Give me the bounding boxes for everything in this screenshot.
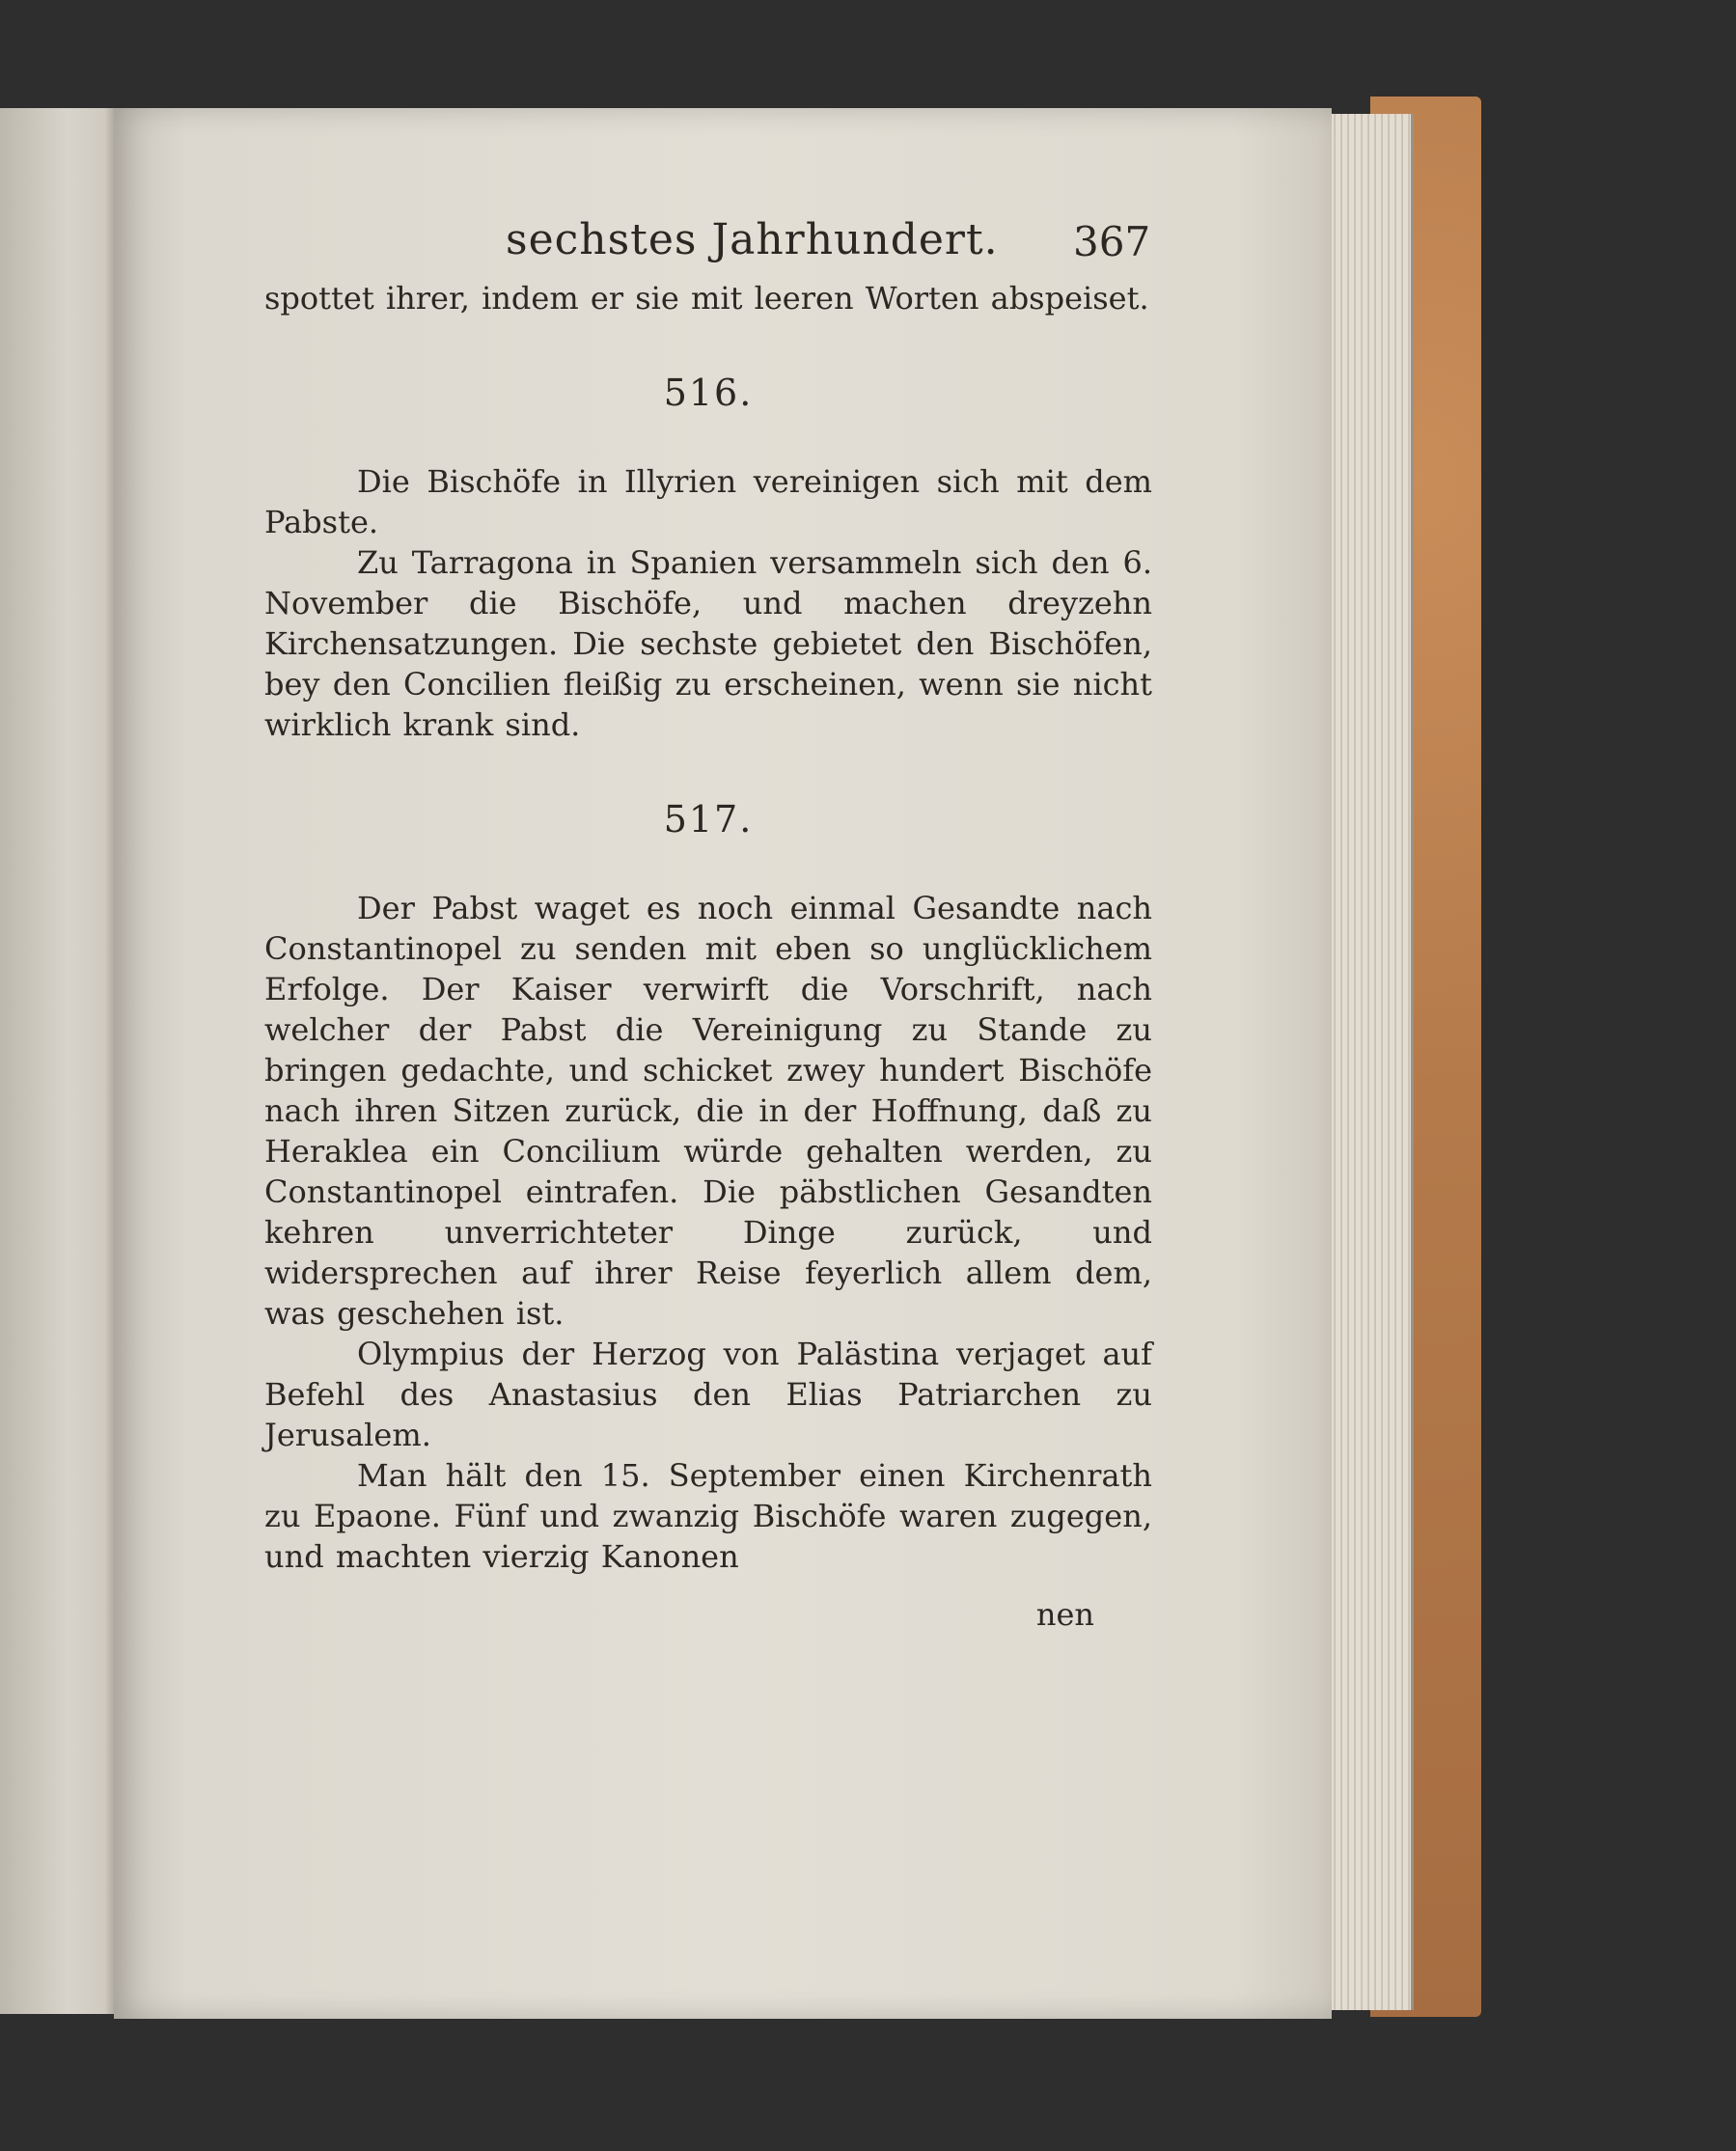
page-number: 367 xyxy=(1073,218,1151,265)
paragraph: Olympius der Herzog von Palästina verjaget auf Befehl des Anastasius den Elias Patriarchen zu Jerusalem. xyxy=(264,1336,1152,1453)
left-page-edge xyxy=(0,108,124,2014)
paragraph: Die Bischöfe in Illyrien vereinigen sich mit dem Pabste. xyxy=(264,463,1152,540)
paragraph: Man hält den 15. September einen Kirchenrath zu Epaone. Fünf und zwanzig Bischöfe waren zugegen, und machten vierzig Kanonen xyxy=(264,1457,1152,1575)
running-head xyxy=(264,210,1152,278)
running-head-title: sechstes Jahrhundert. xyxy=(506,215,999,264)
page-content xyxy=(264,210,1152,1635)
section-number-517: 517. xyxy=(663,798,754,841)
section-number-516: 516. xyxy=(663,372,754,414)
intro-paragraph: spottet ihrer, indem er sie mit leeren Worten abspeiset. xyxy=(264,280,1149,317)
paragraph: Zu Tarragona in Spanien versammeln sich den 6. November die Bischöfe, und machen dreyzehn Kirchensatzungen. Die sechste gebietet den Bischöfen, bey den Concilien fleißig zu erscheinen, wenn sie nicht wirklich krank sind. xyxy=(264,544,1152,743)
page-edges xyxy=(1322,114,1414,2010)
paragraph: Der Pabst waget es noch einmal Gesandte nach Constantinopel zu senden mit eben so unglücklichem Erfolge. Der Kaiser verwirft die Vorschrift, nach welcher der Pabst die Vereinigung zu Stande zu bringen gedachte, und schicket zwey hundert Bischöfe nach ihren Sitzen zurück, die in der Hoffnung, daß zu Heraklea ein Concilium würde gehalten werden, zu Constantinopel eintrafen. Die päbstlichen Gesandten kehren unverrichteter Dinge zurück, und widersprechen auf ihrer Reise feyerlich allem dem, was geschehen ist. xyxy=(264,890,1152,1332)
catchword: nen xyxy=(1035,1596,1094,1633)
